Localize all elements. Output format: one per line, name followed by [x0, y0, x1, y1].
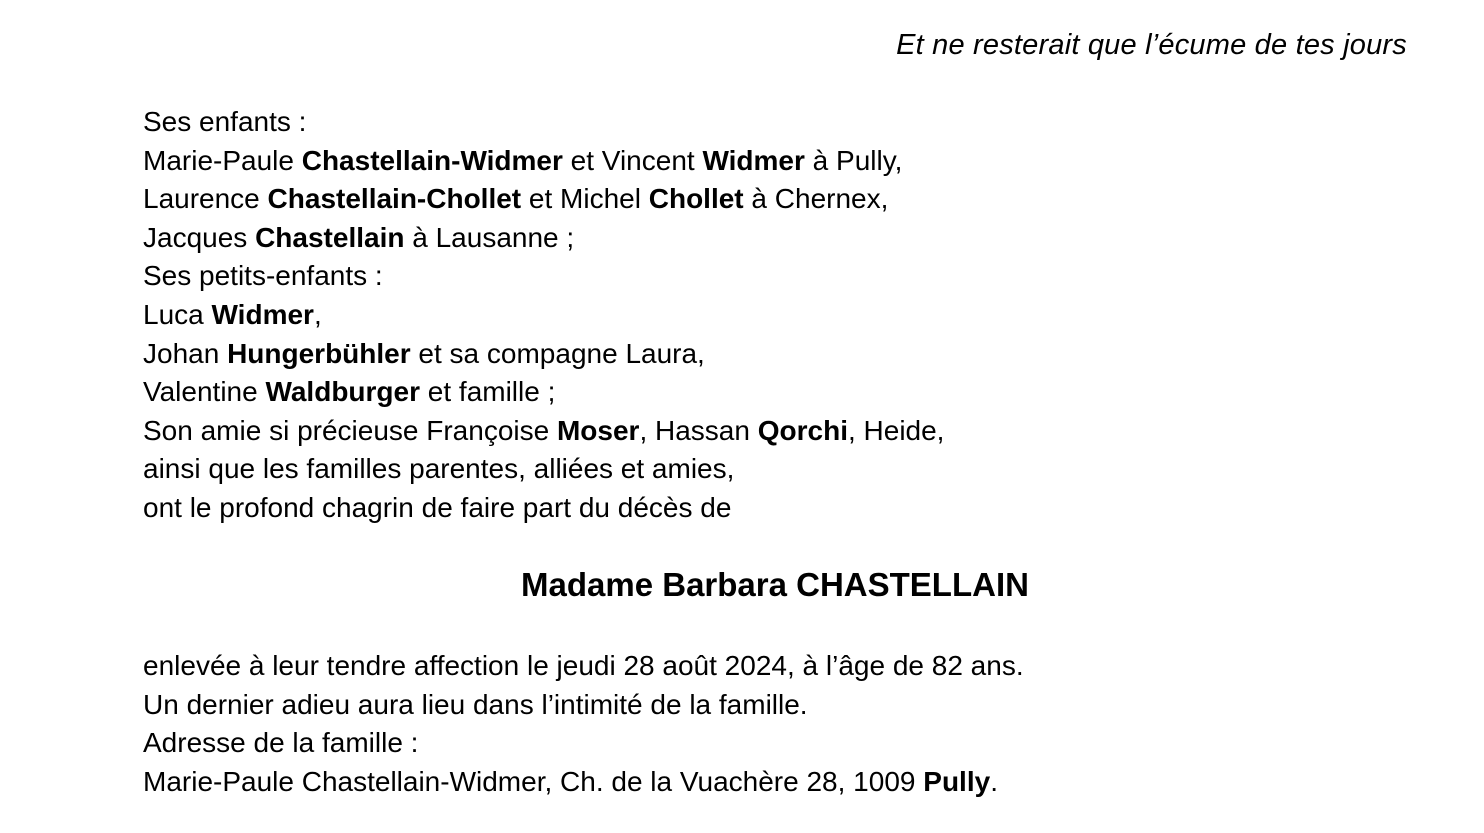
- text-line: Ses petits-enfants :: [143, 260, 383, 292]
- text-line: Jacques Chastellain à Lausanne ;: [143, 221, 575, 253]
- epigraph-quote: Et ne resterait que l’écume de tes jours: [896, 29, 1407, 61]
- text-line: Adresse de la famille :: [143, 727, 419, 759]
- text-line: Son amie si précieuse Françoise Moser, Hassan Qorchi, Heide,: [143, 414, 945, 446]
- text-line: ont le profond chagrin de faire part du décès de: [143, 491, 732, 523]
- family-paragraph: [143, 103, 1407, 528]
- text-line: Johan Hungerbühler et sa compagne Laura,: [143, 337, 705, 369]
- text-line: Ses enfants :: [143, 106, 307, 137]
- text-line: Luca Widmer,: [143, 298, 322, 330]
- text-line: Marie-Paule Chastellain-Widmer et Vincent Widmer à Pully,: [143, 144, 903, 176]
- text-line: Marie-Paule Chastellain-Widmer, Ch. de la Vuachère 28, 1009 Pully.: [143, 765, 998, 797]
- text-line: Un dernier adieu aura lieu dans l’intimité de la famille.: [143, 688, 808, 720]
- text-line: enlevée à leur tendre affection le jeudi 28 août 2024, à l’âge de 82 ans.: [143, 650, 1024, 681]
- deceased-name-heading: Madame Barbara CHASTELLAIN: [521, 566, 1029, 603]
- text-line: Valentine Waldburger et famille ;: [143, 376, 556, 408]
- closing-paragraph: [143, 647, 1407, 801]
- text-line: ainsi que les familles parentes, alliées et amies,: [143, 453, 735, 485]
- text-line: Laurence Chastellain-Chollet et Michel Chollet à Chernex,: [143, 183, 889, 215]
